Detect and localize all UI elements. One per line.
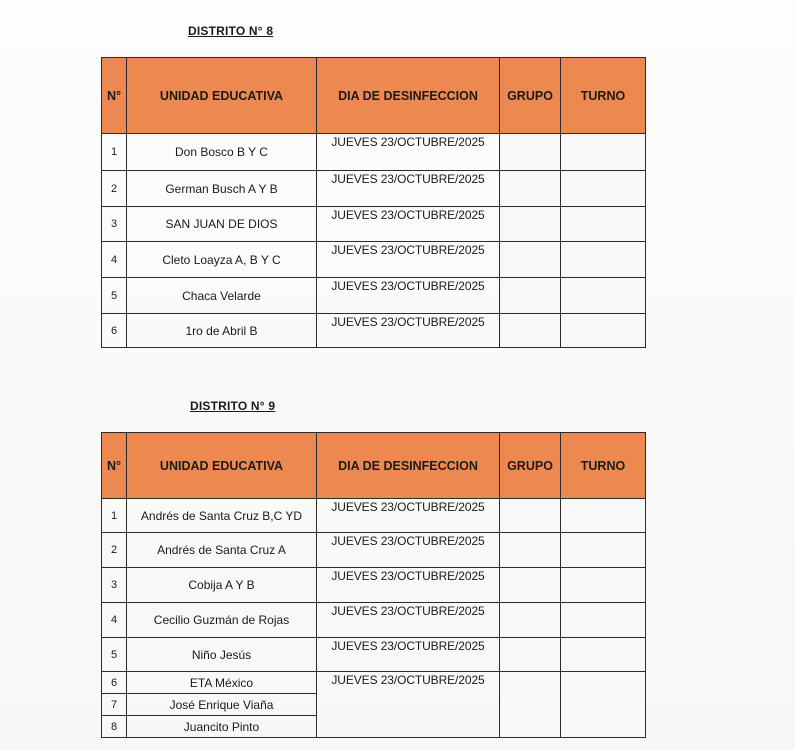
row-date: JUEVES 23/OCTUBRE/2025 xyxy=(317,672,500,738)
row-group xyxy=(500,672,561,738)
table-header-row xyxy=(102,58,646,134)
row-date: JUEVES 23/OCTUBRE/2025 xyxy=(317,171,500,207)
header-group: GRUPO xyxy=(500,58,561,134)
row-group xyxy=(500,207,561,242)
row-group xyxy=(500,568,561,603)
header-school: UNIDAD EDUCATIVA xyxy=(127,433,317,499)
row-group xyxy=(500,603,561,638)
row-group xyxy=(500,314,561,348)
row-shift xyxy=(561,499,646,533)
row-school: Don Bosco B Y C xyxy=(127,134,317,171)
row-num: 3 xyxy=(102,568,127,603)
row-school: Juancito Pinto xyxy=(127,716,317,738)
row-school: Andrés de Santa Cruz B,C YD xyxy=(127,499,317,533)
row-group xyxy=(500,242,561,278)
header-date: DIA DE DESINFECCION xyxy=(317,433,500,499)
row-num: 4 xyxy=(102,242,127,278)
row-shift xyxy=(561,603,646,638)
table-row xyxy=(102,533,646,568)
row-num: 1 xyxy=(102,499,127,533)
row-group xyxy=(500,638,561,672)
row-num: 6 xyxy=(102,314,127,348)
row-date: JUEVES 23/OCTUBRE/2025 xyxy=(317,603,500,638)
row-school: SAN JUAN DE DIOS xyxy=(127,207,317,242)
header-group: GRUPO xyxy=(500,433,561,499)
table-row xyxy=(102,171,646,207)
table-row xyxy=(102,499,646,533)
table-row xyxy=(102,314,646,348)
row-num: 5 xyxy=(102,278,127,314)
district-9-table xyxy=(101,432,646,738)
table-row xyxy=(102,207,646,242)
row-school: Chaca Velarde xyxy=(127,278,317,314)
row-date: JUEVES 23/OCTUBRE/2025 xyxy=(317,207,500,242)
row-num: 1 xyxy=(102,134,127,171)
row-shift xyxy=(561,207,646,242)
row-num: 8 xyxy=(102,716,127,738)
row-date: JUEVES 23/OCTUBRE/2025 xyxy=(317,568,500,603)
row-num: 2 xyxy=(102,171,127,207)
row-shift xyxy=(561,568,646,603)
row-shift xyxy=(561,533,646,568)
row-shift xyxy=(561,672,646,738)
row-school: ETA México xyxy=(127,672,317,694)
row-school: German Busch A Y B xyxy=(127,171,317,207)
row-num: 4 xyxy=(102,603,127,638)
row-date: JUEVES 23/OCTUBRE/2025 xyxy=(317,638,500,672)
table-row xyxy=(102,638,646,672)
row-school: 1ro de Abril B xyxy=(127,314,317,348)
row-shift xyxy=(561,278,646,314)
header-num: N° xyxy=(102,433,127,499)
row-date: JUEVES 23/OCTUBRE/2025 xyxy=(317,242,500,278)
row-group xyxy=(500,499,561,533)
district-8-table xyxy=(101,57,646,348)
row-shift xyxy=(561,242,646,278)
table-row xyxy=(102,672,646,694)
row-date: JUEVES 23/OCTUBRE/2025 xyxy=(317,278,500,314)
table-header-row xyxy=(102,433,646,499)
row-school: Cobija A Y B xyxy=(127,568,317,603)
row-shift xyxy=(561,638,646,672)
row-date: JUEVES 23/OCTUBRE/2025 xyxy=(317,499,500,533)
row-group xyxy=(500,171,561,207)
row-shift xyxy=(561,171,646,207)
row-school: Cleto Loayza A, B Y C xyxy=(127,242,317,278)
row-school: Cecilio Guzmán de Rojas xyxy=(127,603,317,638)
row-num: 3 xyxy=(102,207,127,242)
row-num: 5 xyxy=(102,638,127,672)
district-9-title: DISTRITO N° 9 xyxy=(190,399,276,413)
header-date: DIA DE DESINFECCION xyxy=(317,58,500,134)
row-num: 6 xyxy=(102,672,127,694)
table-row xyxy=(102,134,646,171)
header-shift: TURNO xyxy=(561,58,646,134)
row-shift xyxy=(561,314,646,348)
row-date: JUEVES 23/OCTUBRE/2025 xyxy=(317,314,500,348)
table-row xyxy=(102,568,646,603)
header-num: N° xyxy=(102,58,127,134)
row-school: Andrés de Santa Cruz A xyxy=(127,533,317,568)
row-school: Niño Jesús xyxy=(127,638,317,672)
row-group xyxy=(500,278,561,314)
row-date: JUEVES 23/OCTUBRE/2025 xyxy=(317,134,500,171)
table-row xyxy=(102,242,646,278)
row-num: 7 xyxy=(102,694,127,716)
header-shift: TURNO xyxy=(561,433,646,499)
row-num: 2 xyxy=(102,533,127,568)
row-school: José Enrique Viaña xyxy=(127,694,317,716)
district-8-title: DISTRITO N° 8 xyxy=(188,24,274,38)
row-shift xyxy=(561,134,646,171)
table-row xyxy=(102,603,646,638)
table-row xyxy=(102,278,646,314)
header-school: UNIDAD EDUCATIVA xyxy=(127,58,317,134)
row-group xyxy=(500,533,561,568)
row-group xyxy=(500,134,561,171)
row-date: JUEVES 23/OCTUBRE/2025 xyxy=(317,533,500,568)
